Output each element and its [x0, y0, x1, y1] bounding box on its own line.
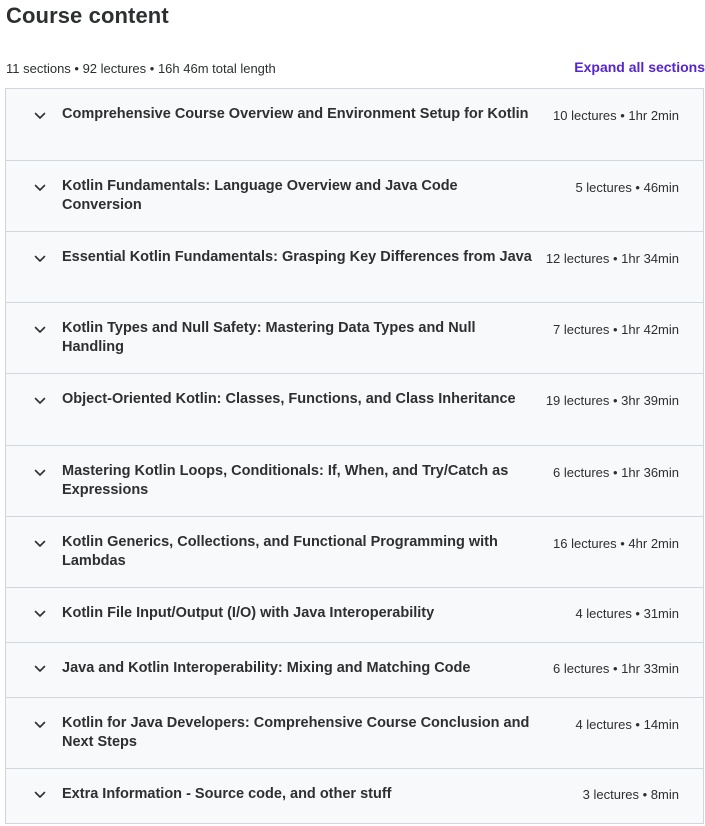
expand-all-sections-button[interactable]: Expand all sections: [574, 59, 705, 75]
section-lecture-count: 3 lectures • 8min: [582, 787, 679, 802]
section-row[interactable]: [6, 374, 703, 446]
section-row[interactable]: [6, 446, 703, 517]
chevron-down-icon: [34, 184, 46, 192]
section-lecture-count: 6 lectures • 1hr 33min: [553, 661, 679, 676]
section-lecture-count: 4 lectures • 14min: [575, 717, 679, 732]
section-row[interactable]: [6, 161, 703, 232]
section-row[interactable]: [6, 698, 703, 769]
section-title: Java and Kotlin Interoperability: Mixing and Matching Code: [62, 660, 471, 676]
chevron-down-icon: [34, 791, 46, 799]
section-lecture-count: 6 lectures • 1hr 36min: [553, 465, 679, 480]
course-summary-row: [6, 59, 705, 79]
section-title: Object-Oriented Kotlin: Classes, Functions, and Class Inheritance: [62, 391, 516, 407]
section-row[interactable]: [6, 769, 703, 823]
chevron-down-icon: [34, 326, 46, 334]
section-lecture-count: 16 lectures • 4hr 2min: [553, 536, 679, 551]
page-title: Course content: [6, 3, 169, 28]
section-title: Comprehensive Course Overview and Environment Setup for Kotlin: [62, 106, 529, 122]
chevron-down-icon: [34, 469, 46, 477]
chevron-down-icon: [34, 721, 46, 729]
section-title: Kotlin File Input/Output (I/O) with Java Interoperability: [62, 605, 435, 621]
section-row[interactable]: [6, 517, 703, 588]
section-lecture-count: 5 lectures • 46min: [575, 180, 679, 195]
chevron-down-icon: [34, 255, 46, 263]
chevron-down-icon: [34, 540, 46, 548]
section-title: Kotlin for Java Developers: Comprehensive Course Conclusion and Next Steps: [62, 715, 530, 750]
section-lecture-count: 4 lectures • 31min: [575, 606, 679, 621]
section-title: Kotlin Generics, Collections, and Functional Programming with Lambdas: [62, 534, 498, 569]
section-title: Essential Kotlin Fundamentals: Grasping Key Differences from Java: [62, 249, 532, 265]
section-title: Extra Information - Source code, and other stuff: [62, 786, 392, 802]
section-lecture-count: 10 lectures • 1hr 2min: [553, 108, 679, 123]
section-title: Mastering Kotlin Loops, Conditionals: If, When, and Try/Catch as Expressions: [62, 463, 509, 498]
chevron-down-icon: [34, 397, 46, 405]
section-title: Kotlin Fundamentals: Language Overview and Java Code Conversion: [62, 178, 458, 213]
sections-list: [5, 88, 704, 824]
section-lecture-count: 19 lectures • 3hr 39min: [545, 393, 679, 408]
section-row[interactable]: [6, 643, 703, 698]
section-row[interactable]: [6, 232, 703, 303]
section-row[interactable]: [6, 588, 703, 643]
chevron-down-icon: [34, 610, 46, 618]
course-summary: 11 sections • 92 lectures • 16h 46m total length: [6, 61, 276, 76]
section-lecture-count: 7 lectures • 1hr 42min: [553, 322, 679, 337]
section-row[interactable]: [6, 89, 703, 161]
section-lecture-count: 12 lectures • 1hr 34min: [545, 251, 679, 266]
chevron-down-icon: [34, 112, 46, 120]
section-row[interactable]: [6, 303, 703, 374]
chevron-down-icon: [34, 665, 46, 673]
section-title: Kotlin Types and Null Safety: Mastering Data Types and Null Handling: [62, 320, 476, 355]
